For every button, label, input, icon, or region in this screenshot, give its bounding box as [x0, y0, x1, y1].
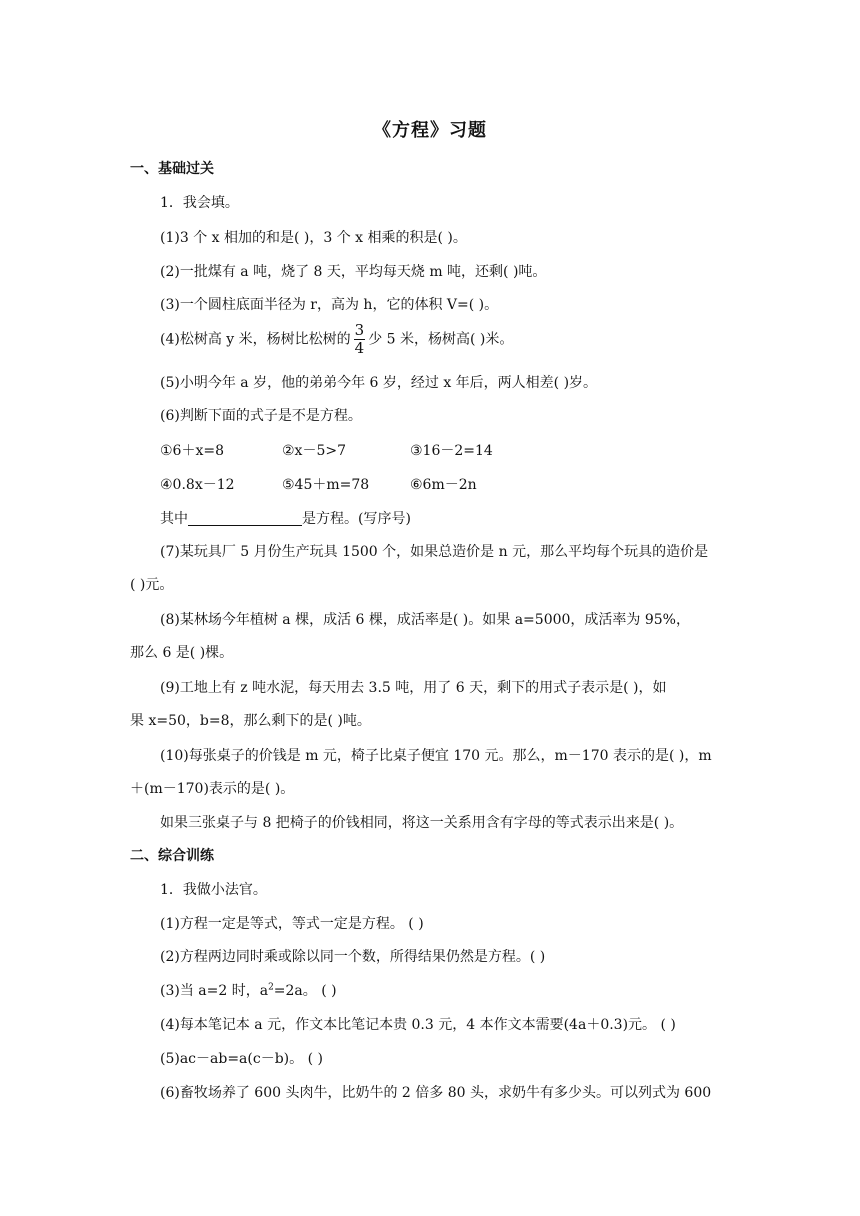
s2-question-1-intro: 1．我做小法官。 — [160, 882, 267, 898]
s2-item-4: (4)每本笔记本 a 元，作文本比笔记本贵 0.3 元，4 本作文本需要(4a＋0.3)元。 ( ) — [160, 1017, 676, 1033]
item-10-line-3: 如果三张桌子与 8 把椅子的价钱相同，将这一关系用含有字母的等式表示出来是( )。 — [160, 815, 684, 831]
item-8-line-1: (8)某林场今年植树 a 棵，成活 6 棵，成活率是( )。如果 a=5000，成活率为 95%， — [160, 612, 690, 628]
answer-suffix: 是方程。(写序号) — [302, 511, 411, 527]
item-9-line-1: (9)工地上有 z 吨水泥，每天用去 3.5 吨，用了 6 天，剩下的用式子表示是( )，如 — [160, 680, 667, 696]
item-10-line-1: (10)每张桌子的价钱是 m 元，椅子比桌子便宜 170 元。那么，m－170 表示的是( )，m — [160, 748, 712, 764]
page-title: 《方程》习题 — [373, 120, 487, 141]
item-8-line-2: 那么 6 是( )棵。 — [130, 645, 234, 661]
answer-blank[interactable] — [188, 511, 302, 526]
item-7-line-1: (7)某玩具厂 5 月份生产玩具 1500 个，如果总造价是 n 元，那么平均每个玩具的造价是 — [160, 544, 709, 560]
expression-6: ⑥6m－2n — [410, 477, 477, 493]
item-4 — [160, 322, 513, 357]
item-9-line-2: 果 x=50，b=8，那么剩下的是( )吨。 — [130, 713, 371, 729]
fraction-numerator: 3 — [354, 321, 365, 339]
item-7-line-2: ( )元。 — [130, 577, 174, 593]
item-6-answer — [160, 508, 411, 528]
expression-1: ①6＋x=8 — [160, 443, 224, 459]
item-4-suffix: 少 5 米，杨树高( )米。 — [368, 331, 514, 348]
expression-5: ⑤45＋m=78 — [282, 477, 370, 493]
exponent: 2 — [268, 982, 274, 993]
item-5: (5)小明今年 a 岁，他的弟弟今年 6 岁，经过 x 年后，两人相差( )岁。 — [160, 375, 598, 391]
s2-item-3-prefix: (3)当 a=2 时，a — [160, 983, 269, 999]
s2-item-3 — [160, 980, 337, 1000]
fraction-three-quarters — [354, 322, 366, 357]
expression-2: ②x－5>7 — [282, 443, 346, 459]
s2-item-5: (5)ac－ab=a(c－b)。 ( ) — [160, 1051, 323, 1067]
item-4-prefix: (4)松树高 y 米，杨树比松树的 — [160, 331, 351, 348]
question-1-intro: 1．我会填。 — [160, 195, 239, 211]
section-heading-comprehensive: 二、综合训练 — [130, 848, 214, 864]
section-heading-basic: 一、基础过关 — [130, 161, 214, 177]
s2-item-3-suffix: =2a。 ( ) — [273, 983, 337, 999]
item-6: (6)判断下面的式子是不是方程。 — [160, 408, 362, 424]
answer-prefix: 其中 — [160, 511, 188, 527]
fraction-denominator: 4 — [354, 339, 365, 357]
s2-item-1: (1)方程一定是等式，等式一定是方程。 ( ) — [160, 916, 424, 932]
item-10-line-2: ＋(m－170)表示的是( )。 — [130, 781, 295, 797]
item-3: (3)一个圆柱底面半径为 r，高为 h，它的体积 V=( )。 — [160, 297, 499, 313]
item-2: (2)一批煤有 a 吨，烧了 8 天，平均每天烧 m 吨，还剩( )吨。 — [160, 264, 547, 280]
expression-4: ④0.8x－12 — [160, 477, 235, 493]
item-1: (1)3 个 x 相加的和是( )，3 个 x 相乘的积是( )。 — [160, 230, 467, 246]
expression-3: ③16－2=14 — [410, 443, 493, 459]
s2-item-6: (6)畜牧场养了 600 头肉牛，比奶牛的 2 倍多 80 头，求奶牛有多少头。可以列式为 600 — [160, 1085, 712, 1101]
s2-item-2: (2)方程两边同时乘或除以同一个数，所得结果仍然是方程。( ) — [160, 949, 546, 965]
